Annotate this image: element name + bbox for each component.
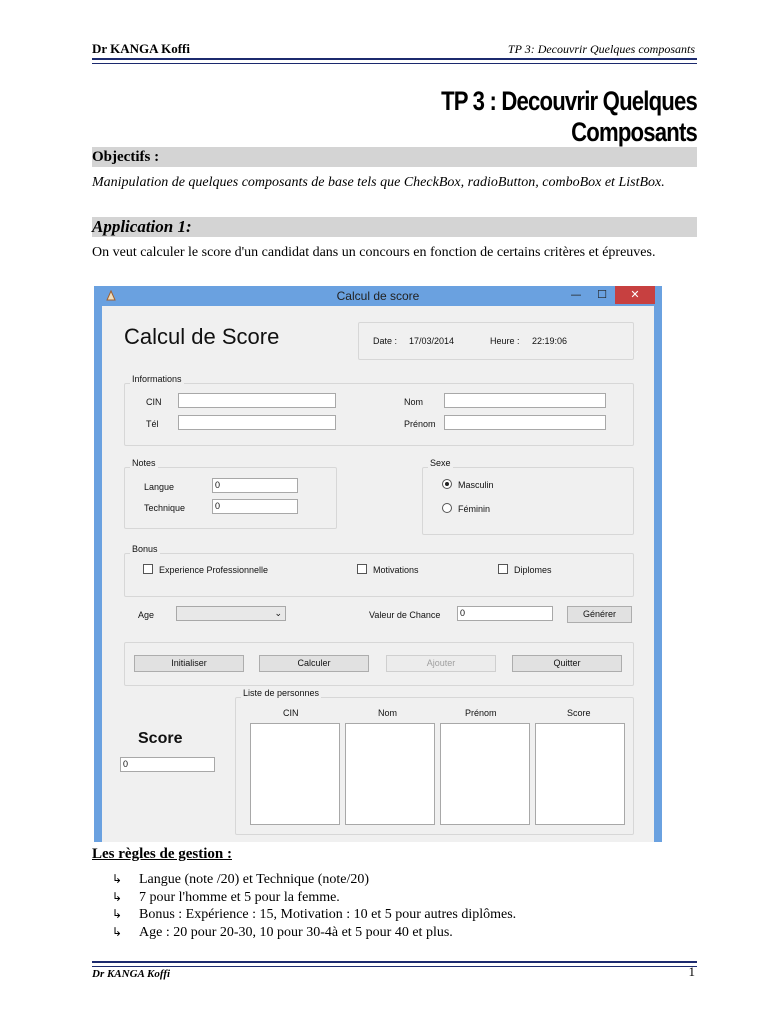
objectifs-heading: [92, 147, 697, 167]
motivations-checkbox[interactable]: [357, 564, 367, 574]
rule-text: Langue (note /20) et Technique (note/20): [139, 872, 370, 887]
notes-group: [124, 467, 337, 529]
window-title: Calcul de score: [336, 289, 420, 303]
cin-listbox[interactable]: [250, 723, 340, 825]
header-rule: [92, 58, 697, 64]
header-course: TP 3: Decouvrir Quelques composants: [507, 42, 695, 56]
footer-rule: [92, 961, 697, 967]
date-label: Date :: [373, 336, 398, 346]
window-body: [102, 306, 654, 842]
langue-input[interactable]: 0: [212, 478, 298, 493]
close-icon[interactable]: ✕: [615, 286, 655, 304]
ajouter-button[interactable]: Ajouter: [386, 655, 496, 672]
footer-author: Dr KANGA Koffi: [92, 968, 171, 980]
rule-item: [112, 925, 453, 941]
feminin-radio[interactable]: [442, 503, 452, 513]
informations-legend: Informations: [132, 374, 182, 384]
cin-label: CIN: [146, 397, 162, 407]
langue-label: Langue: [144, 482, 175, 492]
maximize-icon[interactable]: ☐: [597, 288, 607, 301]
cin-input[interactable]: [178, 393, 336, 408]
initialiser-button[interactable]: Initialiser: [134, 655, 244, 672]
column-score: Score: [567, 708, 591, 718]
arrow-bullet-icon: ↳: [112, 925, 123, 939]
tel-input[interactable]: [178, 415, 336, 430]
calculer-button[interactable]: Calculer: [259, 655, 369, 672]
rule-text: Bonus : Expérience : 15, Motivation : 10 et 5 pour autres diplômes.: [139, 907, 517, 922]
diplomes-label: Diplomes: [514, 565, 552, 575]
arrow-bullet-icon: ↳: [112, 907, 123, 921]
chance-label: Valeur de Chance: [369, 610, 441, 620]
chance-input[interactable]: 0: [457, 606, 553, 621]
motivations-label: Motivations: [373, 565, 419, 575]
feminin-label: Féminin: [458, 504, 491, 514]
quitter-button[interactable]: Quitter: [512, 655, 622, 672]
prenom-input[interactable]: [444, 415, 606, 430]
page-title: TP 3 : Decouvrir Quelques Composants: [441, 86, 697, 147]
prenom-listbox[interactable]: [440, 723, 530, 825]
rule-item: [112, 907, 516, 923]
age-label: Age: [138, 610, 155, 620]
notes-legend: Notes: [132, 458, 156, 468]
technique-label: Technique: [144, 503, 186, 513]
application-heading-text: Application 1:: [92, 217, 192, 236]
nom-input[interactable]: [444, 393, 606, 408]
column-prenom: Prénom: [465, 708, 497, 718]
heure-label: Heure :: [490, 336, 520, 346]
rule-text: Age : 20 pour 20-30, 10 pour 30-4à et 5 pour 40 et plus.: [139, 925, 453, 940]
sexe-legend: Sexe: [430, 458, 451, 468]
application-text: On veut calculer le score d'un candidat dans un concours en fonction de certains critères et épreuves.: [92, 245, 656, 260]
liste-legend: Liste de personnes: [243, 688, 320, 698]
technique-input[interactable]: 0: [212, 499, 298, 514]
minimize-icon[interactable]: —: [570, 288, 582, 301]
rules-title: Les règles de gestion :: [92, 846, 232, 862]
column-cin: CIN: [283, 708, 299, 718]
bonus-group: [124, 553, 634, 597]
heure-value: 22:19:06: [532, 336, 568, 346]
age-combobox[interactable]: [176, 606, 286, 621]
score-listbox[interactable]: [535, 723, 625, 825]
rule-text: 7 pour l'homme et 5 pour la femme.: [139, 890, 340, 905]
date-time-panel: [358, 322, 634, 360]
nom-label: Nom: [404, 397, 424, 407]
diplomes-checkbox[interactable]: [498, 564, 508, 574]
arrow-bullet-icon: ↳: [112, 872, 123, 886]
column-nom: Nom: [378, 708, 398, 718]
prenom-label: Prénom: [404, 419, 436, 429]
bonus-legend: Bonus: [132, 544, 158, 554]
form-heading: Calcul de Score: [124, 324, 280, 349]
rule-item: [112, 872, 369, 888]
chevron-down-icon: ⌄: [274, 608, 282, 618]
page-number: 1: [688, 964, 695, 979]
masculin-label: Masculin: [458, 480, 494, 490]
arrow-bullet-icon: ↳: [112, 890, 123, 904]
generer-button[interactable]: Générer: [567, 606, 632, 623]
app-window: [94, 286, 662, 842]
objectifs-text: Manipulation de quelques composants de base tels que CheckBox, radioButton, comboBox et ListBox.: [92, 175, 665, 190]
date-value: 17/03/2014: [409, 336, 455, 346]
score-label: Score: [138, 730, 183, 747]
tel-label: Tél: [146, 419, 159, 429]
rule-item: [112, 890, 340, 906]
objectifs-heading-text: Objectifs :: [92, 149, 160, 165]
nom-listbox[interactable]: [345, 723, 435, 825]
masculin-radio[interactable]: [442, 479, 452, 489]
score-input[interactable]: 0: [120, 757, 215, 772]
experience-label: Experience Professionnelle: [159, 565, 269, 575]
sexe-group: [422, 467, 634, 535]
application-heading: [92, 217, 697, 237]
header-author: Dr KANGA Koffi: [92, 41, 190, 56]
experience-checkbox[interactable]: [143, 564, 153, 574]
